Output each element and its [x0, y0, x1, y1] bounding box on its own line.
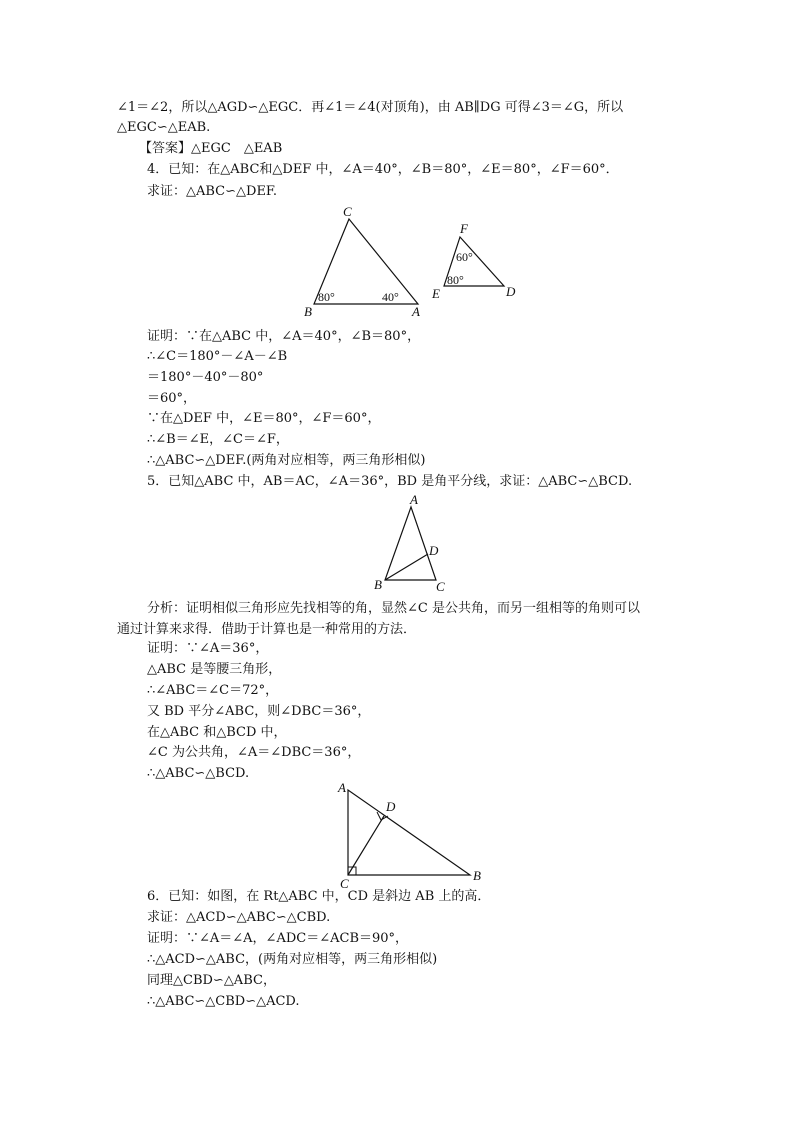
proof-6-line-3: 同理△CBD∽△ABC， [147, 973, 276, 988]
proof-4-line-1: 证明：∵在△ABC 中，∠A＝40°，∠B＝80°， [147, 329, 421, 344]
problem-4-goal: 求证：△ABC∽△DEF. [147, 184, 278, 199]
proof-4-line-6: ∴∠B＝∠E，∠C＝∠F， [147, 432, 289, 447]
proof-4-line-7: ∴△ABC∽△DEF.(两角对应相等，两三角形相似) [147, 453, 426, 468]
problem-6-goal: 求证：△ACD∽△ABC∽△CBD. [147, 910, 331, 925]
proof-6-line-1: 证明：∵∠A＝∠A，∠ADC＝∠ACB＝90°， [147, 931, 409, 946]
figure-right-triangle-altitude [330, 778, 500, 890]
proof-4-line-3: ＝180°－40°－80° [147, 370, 264, 385]
proof-4-line-4: ＝60°， [147, 391, 197, 406]
proof-5-line-2: △ABC 是等腰三角形， [147, 662, 282, 677]
proof-4-line-5: ∵在△DEF 中，∠E＝80°，∠F＝60°， [147, 411, 381, 426]
proof-4-line-2: ∴∠C＝180°－∠A－∠B [147, 349, 288, 364]
analysis-line-2: 通过计算来求得．借助于计算也是一种常用的方法． [117, 622, 417, 637]
proof-5-line-7: ∴△ABC∽△BCD. [147, 766, 250, 781]
vertex-label-c: C [343, 204, 352, 219]
proof-5-line-1: 证明：∵∠A＝36°， [147, 641, 269, 656]
bisector-bd [385, 554, 428, 580]
figure-similar-triangles-abc-def [300, 200, 520, 320]
altitude-cd [348, 816, 384, 875]
vertex-label-b: B [473, 868, 481, 883]
problem-4-statement: 4．已知：在△ABC和△DEF 中，∠A＝40°，∠B＝80°，∠E＝80°，∠F＝60°． [147, 162, 619, 177]
analysis-line-1: 分析：证明相似三角形应先找相等的角，显然∠C 是公共角，而另一组相等的角则可以 [147, 601, 640, 616]
vertex-label-a: A [338, 780, 346, 795]
figure-isosceles-triangle-bisector [370, 494, 460, 594]
vertex-label-b: B [374, 577, 382, 592]
angle-a-value: 40° [382, 290, 399, 304]
proof-5-line-3: ∴∠ABC＝∠C＝72°， [147, 683, 279, 698]
angle-f-value: 60° [456, 250, 473, 264]
triangle-def [431, 221, 516, 301]
proof-5-line-6: ∠C 为公共角，∠A＝∠DBC＝36°， [147, 745, 361, 760]
triangle-abc [304, 204, 420, 319]
angle-e-value: 80° [447, 273, 464, 287]
answer-line: 【答案】△EGC △EAB [139, 141, 283, 156]
text-line-1: ∠1＝∠2，所以△AGD∽△EGC．再∠1＝∠4(对顶角)，由 AB∥DG 可得∠3＝∠G，所以 [117, 100, 624, 115]
vertex-label-e: E [432, 286, 440, 301]
vertex-label-a: A [412, 304, 420, 319]
proof-5-line-4: 又 BD 平分∠ABC，则∠DBC＝36°， [147, 704, 371, 719]
text-line-2: △EGC∽△EAB. [117, 120, 211, 135]
vertex-label-d: D [506, 284, 516, 299]
vertex-label-d: D [429, 543, 439, 558]
problem-6-statement: 6．已知：如图，在 Rt△ABC 中，CD 是斜边 AB 上的高． [147, 889, 491, 904]
angle-b-value: 80° [318, 290, 335, 304]
vertex-label-c: C [436, 579, 445, 594]
vertex-label-d: D [386, 799, 396, 814]
proof-6-line-4: ∴△ABC∽△CBD∽△ACD. [147, 994, 300, 1009]
vertex-label-a: A [410, 492, 418, 507]
vertex-label-c: C [340, 876, 349, 891]
vertex-label-f: F [460, 221, 468, 236]
proof-5-line-5: 在△ABC 和△BCD 中， [147, 725, 287, 740]
proof-6-line-2: ∴△ACD∽△ABC，(两角对应相等，两三角形相似) [147, 952, 438, 967]
problem-5-statement: 5．已知△ABC 中，AB＝AC，∠A＝36°，BD 是角平分线，求证：△ABC∽△BCD. [147, 474, 633, 489]
vertex-label-b: B [304, 304, 312, 319]
